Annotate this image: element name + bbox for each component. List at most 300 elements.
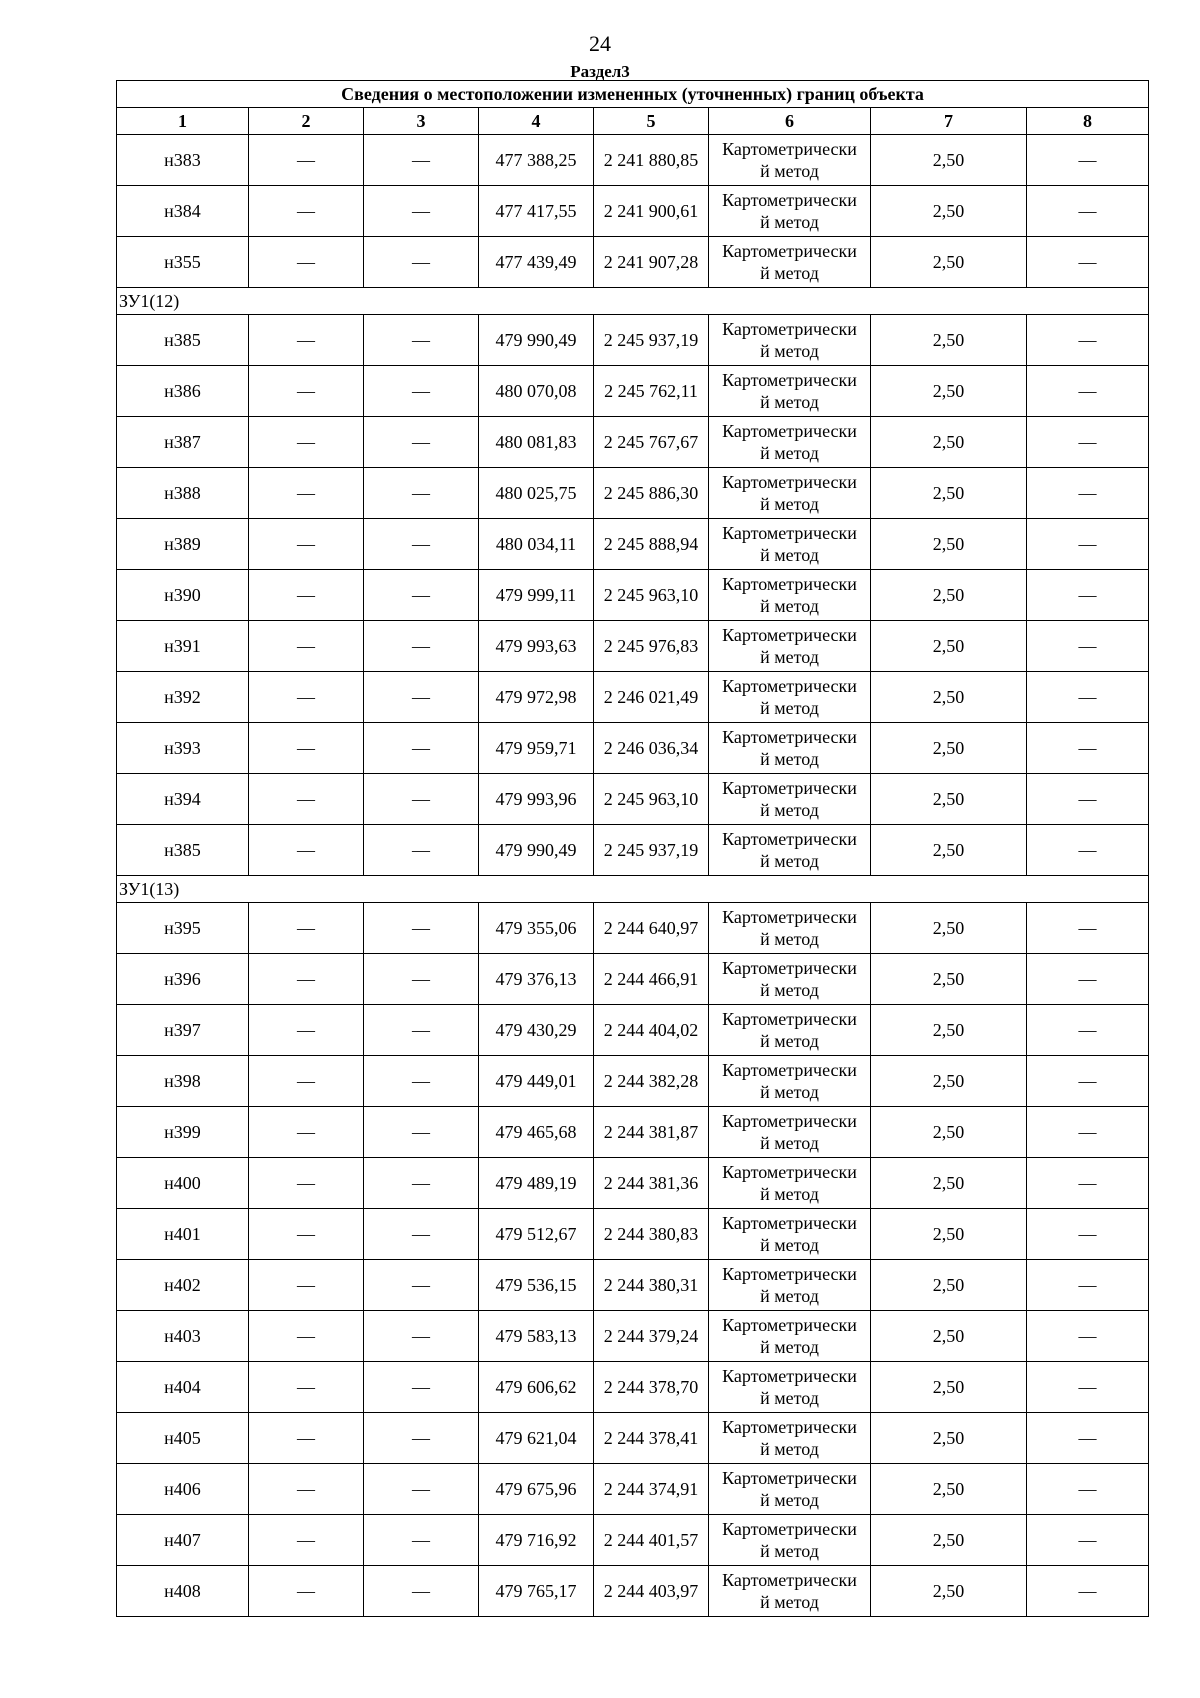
accuracy: 2,50	[871, 237, 1027, 288]
cell-col2: —	[249, 186, 364, 237]
method	[709, 723, 871, 774]
cell-col2: —	[249, 903, 364, 954]
accuracy: 2,50	[871, 1362, 1027, 1413]
method-line-1: Картометрически	[722, 421, 857, 441]
method-line-1: Картометрически	[722, 190, 857, 210]
coordinate-y: 2 244 381,36	[594, 1158, 709, 1209]
cell-col3: —	[364, 1515, 479, 1566]
cell-col2: —	[249, 1209, 364, 1260]
table-row	[117, 774, 1149, 825]
cell-col3: —	[364, 315, 479, 366]
point-number: н408	[117, 1566, 249, 1617]
point-number: н383	[117, 135, 249, 186]
cell-col2: —	[249, 1566, 364, 1617]
cell-col8: —	[1027, 954, 1149, 1005]
coordinate-y: 2 244 403,97	[594, 1566, 709, 1617]
method-line-1: Картометрически	[722, 319, 857, 339]
cell-col3: —	[364, 237, 479, 288]
table-row	[117, 954, 1149, 1005]
method	[709, 1209, 871, 1260]
coordinate-x: 479 583,13	[479, 1311, 594, 1362]
method-line-1: Картометрически	[722, 1417, 857, 1437]
cell-col3: —	[364, 135, 479, 186]
point-number: н390	[117, 570, 249, 621]
accuracy: 2,50	[871, 1311, 1027, 1362]
method	[709, 186, 871, 237]
column-header: 2	[249, 108, 364, 135]
table-row	[117, 135, 1149, 186]
table-row	[117, 672, 1149, 723]
method	[709, 774, 871, 825]
cell-col3: —	[364, 1209, 479, 1260]
cell-col2: —	[249, 723, 364, 774]
method-line-2: й метод	[760, 1286, 819, 1306]
method	[709, 1056, 871, 1107]
method-line-2: й метод	[760, 851, 819, 871]
method-line-2: й метод	[760, 1541, 819, 1561]
coordinate-y: 2 245 762,11	[594, 366, 709, 417]
coordinate-y: 2 245 886,30	[594, 468, 709, 519]
coordinate-y: 2 241 900,61	[594, 186, 709, 237]
method-line-2: й метод	[760, 1337, 819, 1357]
point-number: н404	[117, 1362, 249, 1413]
cell-col8: —	[1027, 1107, 1149, 1158]
coordinate-y: 2 245 937,19	[594, 315, 709, 366]
coordinate-x: 479 959,71	[479, 723, 594, 774]
column-header: 8	[1027, 108, 1149, 135]
accuracy: 2,50	[871, 825, 1027, 876]
coordinate-x: 480 081,83	[479, 417, 594, 468]
cell-col3: —	[364, 1566, 479, 1617]
cell-col3: —	[364, 468, 479, 519]
method-line-2: й метод	[760, 1133, 819, 1153]
column-header: 4	[479, 108, 594, 135]
accuracy: 2,50	[871, 519, 1027, 570]
accuracy: 2,50	[871, 366, 1027, 417]
table-row	[117, 1209, 1149, 1260]
coordinate-x: 479 993,63	[479, 621, 594, 672]
coordinate-y: 2 244 381,87	[594, 1107, 709, 1158]
cell-col8: —	[1027, 672, 1149, 723]
coordinate-y: 2 244 378,70	[594, 1362, 709, 1413]
coordinate-x: 479 606,62	[479, 1362, 594, 1413]
coordinate-y: 2 244 401,57	[594, 1515, 709, 1566]
method	[709, 315, 871, 366]
cell-col8: —	[1027, 1209, 1149, 1260]
method-line-2: й метод	[760, 980, 819, 1000]
method-line-1: Картометрически	[722, 958, 857, 978]
point-number: н406	[117, 1464, 249, 1515]
method-line-2: й метод	[760, 341, 819, 361]
point-number: н395	[117, 903, 249, 954]
coordinate-y: 2 245 767,67	[594, 417, 709, 468]
method	[709, 417, 871, 468]
cell-col3: —	[364, 903, 479, 954]
accuracy: 2,50	[871, 135, 1027, 186]
coordinate-x: 479 430,29	[479, 1005, 594, 1056]
method-line-2: й метод	[760, 1388, 819, 1408]
method	[709, 1107, 871, 1158]
coordinate-x: 479 990,49	[479, 825, 594, 876]
column-header: 5	[594, 108, 709, 135]
point-number: н400	[117, 1158, 249, 1209]
column-header-row	[117, 108, 1149, 135]
cell-col2: —	[249, 1056, 364, 1107]
method-line-1: Картометрически	[722, 370, 857, 390]
coordinate-x: 477 388,25	[479, 135, 594, 186]
table-row	[117, 1056, 1149, 1107]
cell-col8: —	[1027, 825, 1149, 876]
coordinate-y: 2 241 907,28	[594, 237, 709, 288]
accuracy: 2,50	[871, 570, 1027, 621]
method-line-2: й метод	[760, 1031, 819, 1051]
cell-col2: —	[249, 954, 364, 1005]
column-header: 6	[709, 108, 871, 135]
cell-col3: —	[364, 1107, 479, 1158]
coordinate-x: 479 449,01	[479, 1056, 594, 1107]
method-line-1: Картометрически	[722, 1162, 857, 1182]
method-line-2: й метод	[760, 929, 819, 949]
method-line-2: й метод	[760, 161, 819, 181]
method-line-1: Картометрически	[722, 1519, 857, 1539]
method	[709, 468, 871, 519]
point-number: н405	[117, 1413, 249, 1464]
accuracy: 2,50	[871, 1515, 1027, 1566]
cell-col2: —	[249, 468, 364, 519]
cell-col3: —	[364, 1056, 479, 1107]
method-line-1: Картометрически	[722, 523, 857, 543]
cell-col3: —	[364, 1362, 479, 1413]
point-number: н391	[117, 621, 249, 672]
table-row	[117, 1413, 1149, 1464]
cell-col8: —	[1027, 1005, 1149, 1056]
column-header: 3	[364, 108, 479, 135]
point-number: н389	[117, 519, 249, 570]
coordinate-x: 479 675,96	[479, 1464, 594, 1515]
coordinate-y: 2 241 880,85	[594, 135, 709, 186]
coordinate-x: 479 993,96	[479, 774, 594, 825]
cell-col2: —	[249, 366, 364, 417]
coordinate-x: 479 990,49	[479, 315, 594, 366]
page-number: 24	[589, 31, 611, 56]
point-number: н385	[117, 825, 249, 876]
accuracy: 2,50	[871, 723, 1027, 774]
cell-col8: —	[1027, 1260, 1149, 1311]
cell-col3: —	[364, 1413, 479, 1464]
method-line-1: Картометрически	[722, 727, 857, 747]
cell-col3: —	[364, 186, 479, 237]
coordinate-x: 480 025,75	[479, 468, 594, 519]
method	[709, 1413, 871, 1464]
coordinate-y: 2 244 379,24	[594, 1311, 709, 1362]
coordinate-y: 2 244 466,91	[594, 954, 709, 1005]
method-line-1: Картометрически	[722, 1468, 857, 1488]
coordinate-x: 480 070,08	[479, 366, 594, 417]
coordinate-y: 2 245 963,10	[594, 774, 709, 825]
table-row	[117, 468, 1149, 519]
cell-col8: —	[1027, 570, 1149, 621]
cell-col8: —	[1027, 621, 1149, 672]
table-row	[117, 186, 1149, 237]
accuracy: 2,50	[871, 672, 1027, 723]
method-line-1: Картометрически	[722, 1060, 857, 1080]
method-line-1: Картометрически	[722, 472, 857, 492]
accuracy: 2,50	[871, 903, 1027, 954]
cell-col3: —	[364, 1158, 479, 1209]
method-line-1: Картометрически	[722, 1570, 857, 1590]
method	[709, 672, 871, 723]
group-label: ЗУ1(12)	[117, 288, 1149, 315]
table-row	[117, 903, 1149, 954]
cell-col3: —	[364, 723, 479, 774]
cell-col3: —	[364, 366, 479, 417]
point-number: н355	[117, 237, 249, 288]
method	[709, 135, 871, 186]
method-line-2: й метод	[760, 1184, 819, 1204]
section-title: Раздел3	[570, 62, 630, 81]
cell-col8: —	[1027, 903, 1149, 954]
method-line-1: Картометрически	[722, 241, 857, 261]
coordinate-y: 2 244 404,02	[594, 1005, 709, 1056]
point-number: н393	[117, 723, 249, 774]
method-line-1: Картометрически	[722, 778, 857, 798]
accuracy: 2,50	[871, 1260, 1027, 1311]
point-number: н403	[117, 1311, 249, 1362]
table-row	[117, 570, 1149, 621]
cell-col2: —	[249, 1413, 364, 1464]
method	[709, 954, 871, 1005]
point-number: н385	[117, 315, 249, 366]
coordinate-y: 2 244 380,83	[594, 1209, 709, 1260]
point-number: н386	[117, 366, 249, 417]
method-line-2: й метод	[760, 1235, 819, 1255]
table-row	[117, 1260, 1149, 1311]
coordinate-x: 479 536,15	[479, 1260, 594, 1311]
cell-col3: —	[364, 774, 479, 825]
table-row	[117, 417, 1149, 468]
method-line-1: Картометрически	[722, 829, 857, 849]
cell-col3: —	[364, 1005, 479, 1056]
cell-col8: —	[1027, 1464, 1149, 1515]
cell-col2: —	[249, 1464, 364, 1515]
method-line-2: й метод	[760, 1592, 819, 1612]
point-number: н387	[117, 417, 249, 468]
coordinate-x: 479 512,67	[479, 1209, 594, 1260]
cell-col2: —	[249, 1515, 364, 1566]
cell-col3: —	[364, 1464, 479, 1515]
accuracy: 2,50	[871, 954, 1027, 1005]
accuracy: 2,50	[871, 1209, 1027, 1260]
cell-col8: —	[1027, 417, 1149, 468]
coordinate-y: 2 245 963,10	[594, 570, 709, 621]
accuracy: 2,50	[871, 1056, 1027, 1107]
coordinate-y: 2 245 888,94	[594, 519, 709, 570]
method	[709, 1362, 871, 1413]
method	[709, 1158, 871, 1209]
coordinate-y: 2 245 937,19	[594, 825, 709, 876]
cell-col8: —	[1027, 186, 1149, 237]
accuracy: 2,50	[871, 1566, 1027, 1617]
method-line-2: й метод	[760, 392, 819, 412]
table-row	[117, 1515, 1149, 1566]
table-row	[117, 621, 1149, 672]
method-line-2: й метод	[760, 647, 819, 667]
cell-col8: —	[1027, 1056, 1149, 1107]
table-row	[117, 366, 1149, 417]
method-line-2: й метод	[760, 698, 819, 718]
table-body	[117, 81, 1149, 1617]
method-line-2: й метод	[760, 800, 819, 820]
table-caption-row	[117, 81, 1149, 108]
coordinate-x: 480 034,11	[479, 519, 594, 570]
cell-col8: —	[1027, 1515, 1149, 1566]
coordinate-y: 2 245 976,83	[594, 621, 709, 672]
cell-col3: —	[364, 417, 479, 468]
coordinate-x: 479 489,19	[479, 1158, 594, 1209]
accuracy: 2,50	[871, 1005, 1027, 1056]
table-row	[117, 825, 1149, 876]
coordinate-x: 479 355,06	[479, 903, 594, 954]
point-number: н392	[117, 672, 249, 723]
cell-col3: —	[364, 1311, 479, 1362]
coordinate-y: 2 244 380,31	[594, 1260, 709, 1311]
cell-col3: —	[364, 570, 479, 621]
point-number: н394	[117, 774, 249, 825]
cell-col2: —	[249, 1005, 364, 1056]
coordinate-x: 479 999,11	[479, 570, 594, 621]
cell-col3: —	[364, 672, 479, 723]
cell-col2: —	[249, 774, 364, 825]
method-line-1: Картометрически	[722, 1366, 857, 1386]
coordinate-x: 479 716,92	[479, 1515, 594, 1566]
accuracy: 2,50	[871, 621, 1027, 672]
method	[709, 570, 871, 621]
method	[709, 825, 871, 876]
point-number: н407	[117, 1515, 249, 1566]
cell-col8: —	[1027, 1158, 1149, 1209]
method-line-1: Картометрически	[722, 139, 857, 159]
cell-col3: —	[364, 1260, 479, 1311]
table-row	[117, 1464, 1149, 1515]
method-line-2: й метод	[760, 212, 819, 232]
method	[709, 903, 871, 954]
point-number: н397	[117, 1005, 249, 1056]
method	[709, 519, 871, 570]
table-row	[117, 519, 1149, 570]
column-header: 1	[117, 108, 249, 135]
cell-col8: —	[1027, 1311, 1149, 1362]
method	[709, 1515, 871, 1566]
cell-col8: —	[1027, 135, 1149, 186]
group-row	[117, 288, 1149, 315]
cell-col2: —	[249, 1158, 364, 1209]
cell-col8: —	[1027, 315, 1149, 366]
cell-col2: —	[249, 237, 364, 288]
cell-col8: —	[1027, 519, 1149, 570]
method-line-2: й метод	[760, 1439, 819, 1459]
method-line-2: й метод	[760, 1490, 819, 1510]
table-row	[117, 1311, 1149, 1362]
coordinate-y: 2 244 374,91	[594, 1464, 709, 1515]
cell-col3: —	[364, 954, 479, 1005]
coordinate-y: 2 244 382,28	[594, 1056, 709, 1107]
boundary-table	[116, 80, 1149, 1617]
cell-col8: —	[1027, 774, 1149, 825]
cell-col8: —	[1027, 1413, 1149, 1464]
coordinate-x: 477 439,49	[479, 237, 594, 288]
table-row	[117, 1362, 1149, 1413]
cell-col2: —	[249, 135, 364, 186]
cell-col8: —	[1027, 237, 1149, 288]
method-line-2: й метод	[760, 596, 819, 616]
cell-col3: —	[364, 825, 479, 876]
point-number: н402	[117, 1260, 249, 1311]
coordinate-x: 479 376,13	[479, 954, 594, 1005]
point-number: н384	[117, 186, 249, 237]
coordinate-y: 2 244 378,41	[594, 1413, 709, 1464]
method	[709, 1005, 871, 1056]
method-line-2: й метод	[760, 263, 819, 283]
method-line-1: Картометрически	[722, 1264, 857, 1284]
cell-col3: —	[364, 519, 479, 570]
cell-col2: —	[249, 1362, 364, 1413]
coordinate-x: 479 621,04	[479, 1413, 594, 1464]
method-line-2: й метод	[760, 443, 819, 463]
cell-col8: —	[1027, 468, 1149, 519]
accuracy: 2,50	[871, 1464, 1027, 1515]
cell-col2: —	[249, 1107, 364, 1158]
accuracy: 2,50	[871, 468, 1027, 519]
accuracy: 2,50	[871, 417, 1027, 468]
coordinate-y: 2 246 021,49	[594, 672, 709, 723]
table-row	[117, 1107, 1149, 1158]
method-line-1: Картометрически	[722, 625, 857, 645]
table-row	[117, 1005, 1149, 1056]
cell-col2: —	[249, 570, 364, 621]
method-line-1: Картометрически	[722, 574, 857, 594]
cell-col8: —	[1027, 366, 1149, 417]
method-line-1: Картометрически	[722, 676, 857, 696]
method	[709, 621, 871, 672]
cell-col2: —	[249, 825, 364, 876]
method-line-2: й метод	[760, 749, 819, 769]
method	[709, 1566, 871, 1617]
method-line-2: й метод	[760, 545, 819, 565]
coordinate-y: 2 246 036,34	[594, 723, 709, 774]
coordinate-x: 479 465,68	[479, 1107, 594, 1158]
method-line-2: й метод	[760, 1082, 819, 1102]
method-line-2: й метод	[760, 494, 819, 514]
accuracy: 2,50	[871, 1158, 1027, 1209]
cell-col2: —	[249, 417, 364, 468]
point-number: н396	[117, 954, 249, 1005]
cell-col2: —	[249, 1260, 364, 1311]
accuracy: 2,50	[871, 1107, 1027, 1158]
coordinate-x: 479 765,17	[479, 1566, 594, 1617]
cell-col3: —	[364, 621, 479, 672]
coordinate-x: 477 417,55	[479, 186, 594, 237]
point-number: н401	[117, 1209, 249, 1260]
method-line-1: Картометрически	[722, 1315, 857, 1335]
table-row	[117, 315, 1149, 366]
cell-col2: —	[249, 519, 364, 570]
cell-col2: —	[249, 315, 364, 366]
table-row	[117, 723, 1149, 774]
table-row	[117, 237, 1149, 288]
group-row	[117, 876, 1149, 903]
accuracy: 2,50	[871, 1413, 1027, 1464]
method	[709, 1260, 871, 1311]
